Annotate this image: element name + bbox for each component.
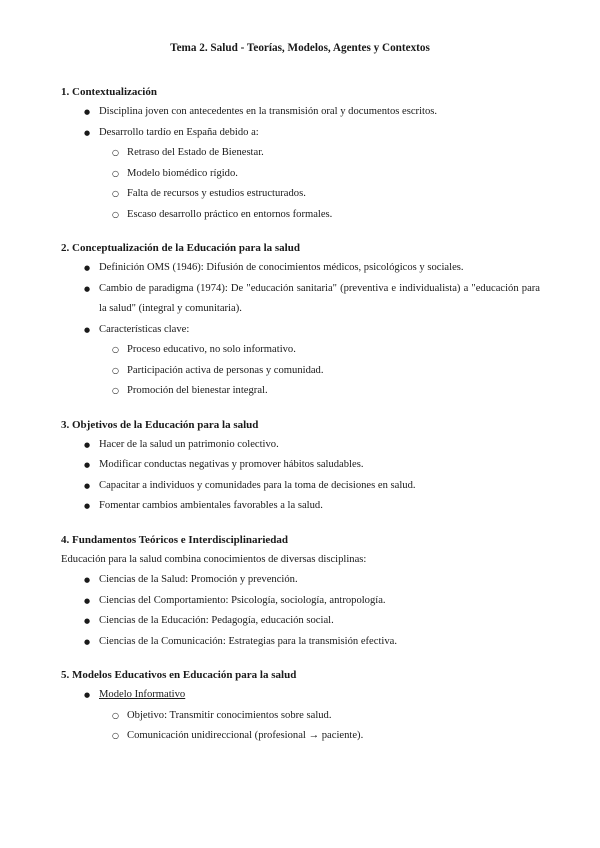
- list-item: ● Fomentar cambios ambientales favorables a la salud.: [61, 496, 540, 517]
- sub-list-item: ○ Promoción del bienestar integral.: [61, 381, 540, 402]
- sub-list-item: ○ Modelo biomédico rígido.: [61, 164, 540, 185]
- section-heading: 3. Objetivos de la Educación para la salud: [61, 418, 259, 431]
- list-item-text: Características clave:: [99, 323, 190, 335]
- section-intro: Educación para la salud combina conocimientos de diversas disciplinas:: [61, 553, 367, 565]
- sub-bullet-list: [99, 143, 540, 225]
- section-heading: 5. Modelos Educativos en Educación para la salud: [61, 669, 297, 681]
- sub-list-item: ○ Participación activa de personas y comunidad.: [61, 361, 540, 382]
- sub-list-item: ○ Retraso del Estado de Bienestar.: [61, 143, 540, 164]
- sub-list-item: ○ Comunicación unidireccional (profesional → paciente).: [61, 726, 540, 747]
- sub-list-item: ○ Proceso educativo, no solo informativo.: [61, 340, 540, 361]
- section-conceptualizacion: [61, 238, 540, 402]
- list-item: ● Definición OMS (1946): Difusión de conocimientos médicos, psicológicos y sociales.: [61, 258, 540, 279]
- list-item: ● Ciencias del Comportamiento: Psicología, sociología, antropología.: [61, 591, 540, 612]
- section-contextualizacion: [61, 82, 540, 225]
- sub-bullet-list: [99, 706, 540, 747]
- list-item: [61, 123, 540, 226]
- document-body: [61, 82, 540, 760]
- list-item-text: Modelo Informativo: [99, 689, 186, 700]
- bullet-list: [61, 102, 540, 225]
- bullet-list: [61, 435, 540, 517]
- sub-bullet-list: [99, 340, 540, 402]
- list-item: ● Ciencias de la Comunicación: Estrategias para la transmisión efectiva.: [61, 632, 540, 653]
- section-heading: 2. Conceptualización de la Educación para la salud: [61, 242, 300, 254]
- section-fundamentos: [61, 530, 540, 653]
- list-item: ● Ciencias de la Educación: Pedagogía, educación social.: [61, 611, 540, 632]
- bullet-list: [61, 570, 540, 652]
- list-item: ● Disciplina joven con antecedentes en la transmisión oral y documentos escritos.: [61, 102, 540, 123]
- list-item: [61, 685, 540, 747]
- list-item: [61, 320, 540, 402]
- bullet-list: [61, 685, 540, 747]
- sub-list-item: ○ Falta de recursos y estudios estructurados.: [61, 184, 540, 205]
- section-heading: 4. Fundamentos Teóricos e Interdisciplinariedad: [61, 533, 289, 546]
- list-item: ● Cambio de paradigma (1974): De "educación sanitaria" (preventiva e individualista) a "educación para la salud" (integral y comunitaria).: [61, 279, 540, 320]
- sub-list-item: ○ Escaso desarrollo práctico en entornos formales.: [61, 205, 540, 226]
- section-objetivos: [61, 415, 540, 517]
- list-item: ● Hacer de la salud un patrimonio colectivo.: [61, 435, 540, 456]
- section-modelos: [61, 665, 540, 747]
- list-item: ● Ciencias de la Salud: Promoción y prevención.: [61, 570, 540, 591]
- section-heading: 1. Contextualización: [61, 86, 157, 98]
- bullet-list: [61, 258, 540, 402]
- list-item: ● Modificar conductas negativas y promover hábitos saludables.: [61, 455, 540, 476]
- list-item-text: Desarrollo tardío en España debido a:: [99, 126, 259, 138]
- list-item: ● Capacitar a individuos y comunidades para la toma de decisiones en salud.: [61, 476, 540, 497]
- document-title: Tema 2. Salud - Teorías, Modelos, Agentes y Contextos: [170, 42, 430, 54]
- sub-list-item: ○ Objetivo: Transmitir conocimientos sobre salud.: [61, 706, 540, 727]
